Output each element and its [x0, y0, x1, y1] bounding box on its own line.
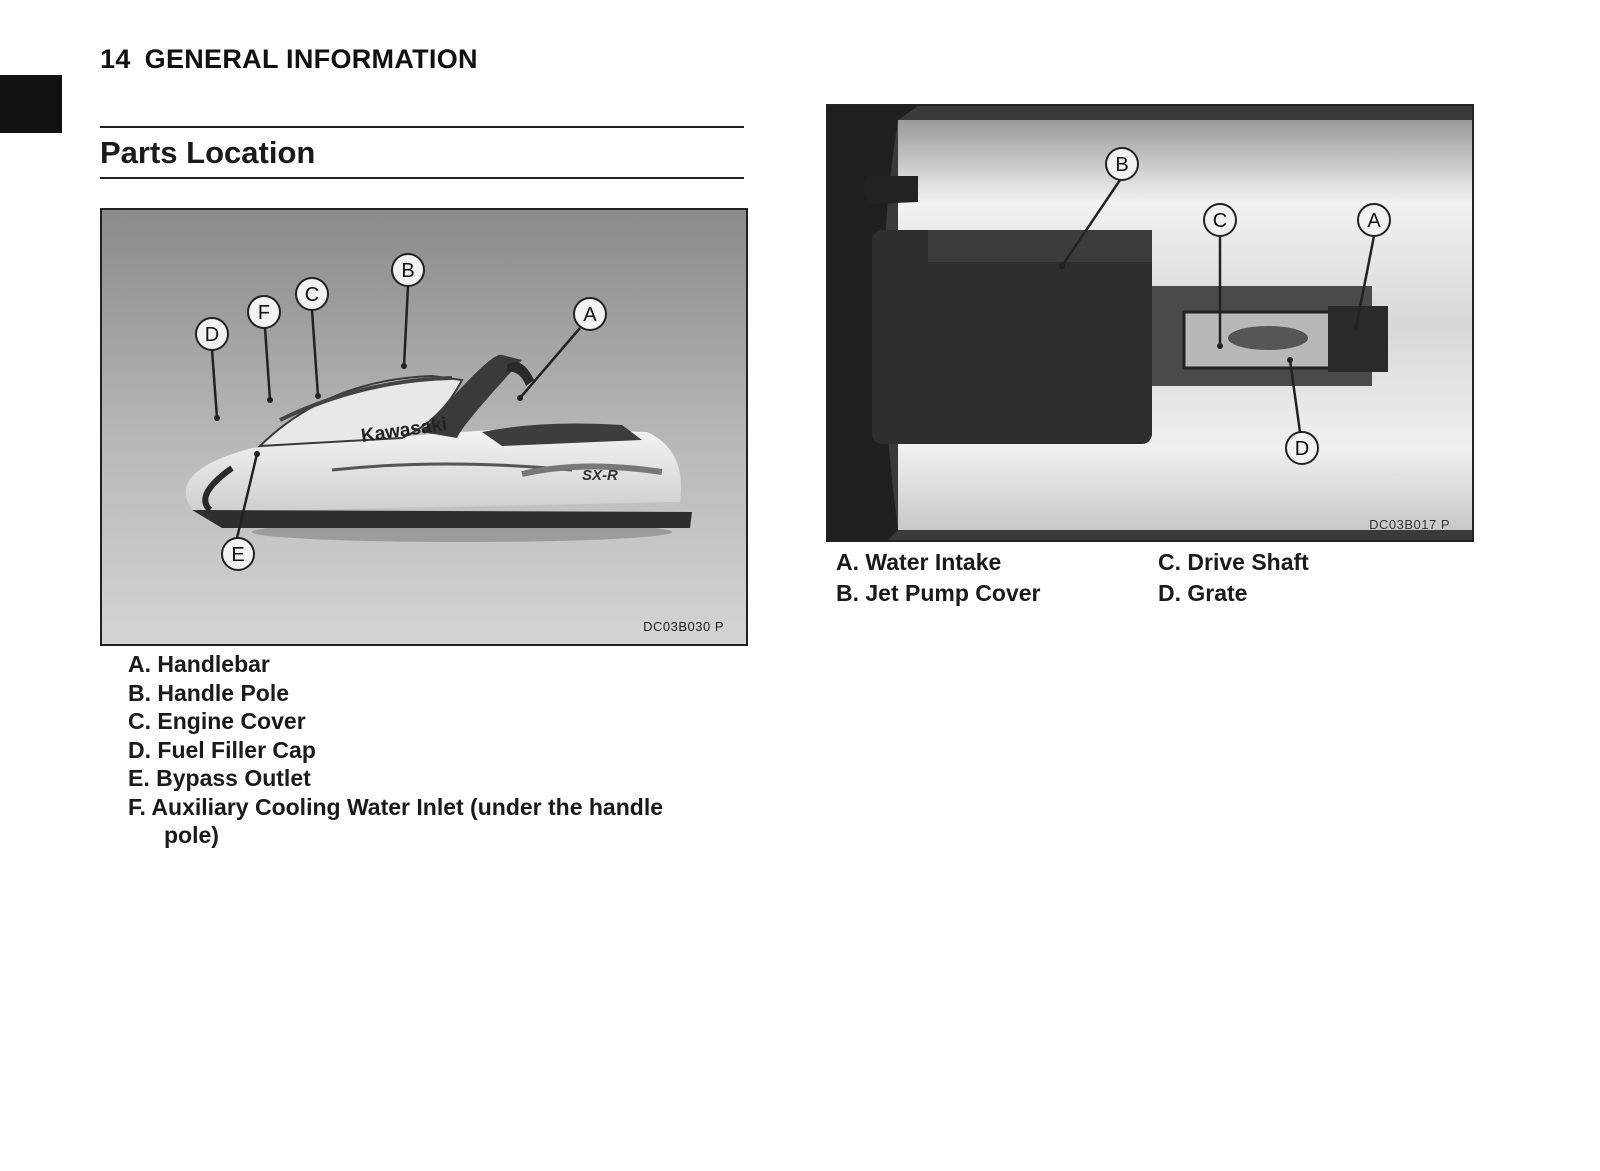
callout-label-d: D — [204, 324, 220, 346]
title-rule-bottom — [100, 177, 744, 179]
page-number: 14 — [100, 44, 131, 74]
jet-pump-illustration — [828, 106, 1472, 540]
bumper-rail — [192, 510, 692, 528]
callout-label-f: F — [257, 302, 271, 324]
callout-label-e: E — [231, 544, 245, 566]
page-header — [100, 44, 492, 75]
callout-label-c: C — [1212, 210, 1228, 232]
legend-item — [128, 793, 663, 850]
jet-pump-underside-photo — [826, 104, 1474, 542]
legend-item: C. Engine Cover — [128, 708, 306, 734]
chapter-tab-marker — [0, 75, 62, 133]
legend-item-line: F. Auxiliary Cooling Water Inlet (under the handle — [128, 793, 664, 820]
jet-pump-cover — [872, 230, 1152, 444]
image-code: DC03B017 P — [1369, 517, 1450, 532]
legend-item: C. Drive Shaft — [1158, 549, 1309, 575]
callout-label-a: A — [583, 304, 597, 326]
section-name: GENERAL INFORMATION — [144, 44, 478, 74]
legend-item-continuation: pole) — [164, 822, 219, 848]
title-rule-top — [100, 126, 744, 128]
callout-label-c: C — [304, 284, 320, 306]
jet-ski-side-illustration — [102, 210, 746, 644]
callout-label-a: A — [1367, 210, 1381, 232]
legend-item: A. Water Intake — [836, 549, 1002, 575]
legend-item: D. Grate — [1158, 580, 1248, 606]
legend-item: E. Bypass Outlet — [128, 765, 311, 791]
legend-item: A. Handlebar — [128, 651, 270, 677]
image-code: DC03B030 P — [643, 619, 724, 634]
right-figure-legend — [836, 548, 1458, 608]
model-decal: SX-R — [582, 467, 618, 484]
legend-item: B. Handle Pole — [128, 679, 290, 706]
legend-item: D. Fuel Filler Cap — [128, 736, 316, 763]
callout-label-d: D — [1294, 438, 1310, 460]
callout-label-b: B — [401, 260, 415, 282]
callout-label-b: B — [1115, 154, 1129, 176]
legend-item: B. Jet Pump Cover — [836, 580, 1041, 606]
brand-decal: Kawasaki — [359, 414, 449, 447]
page-title: Parts Location — [100, 135, 316, 170]
jet-ski-side-photo — [100, 208, 748, 646]
left-figure-legend — [128, 650, 663, 850]
